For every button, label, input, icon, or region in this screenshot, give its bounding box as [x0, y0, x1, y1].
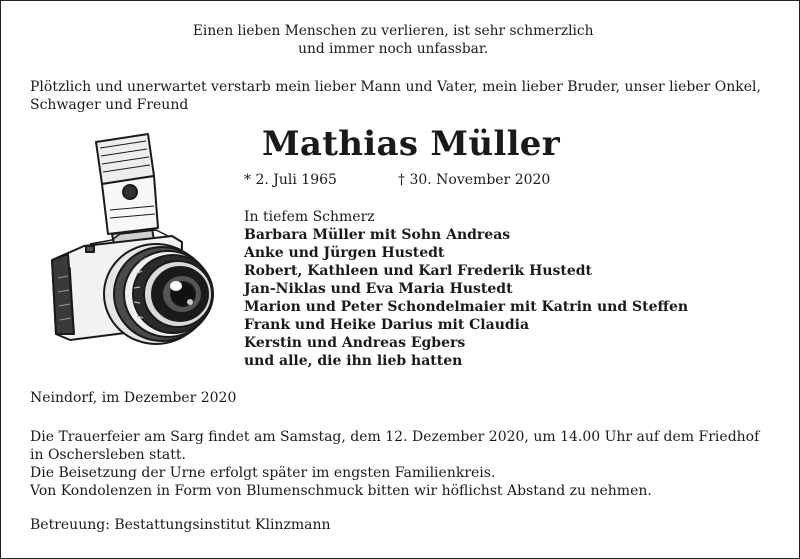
funeral-line-3: Die Beisetzung der Urne erfolgt später im engsten Familienkreis.: [30, 465, 496, 481]
quote-line-1: Einen lieben Menschen zu verlieren, ist sehr schmerzlich: [192, 23, 594, 39]
mourners-heading: In tiefem Schmerz: [244, 209, 375, 225]
intro-line-1: Plötzlich und unerwartet verstarb mein lieber Mann und Vater, mein lieber Bruder, unser lieber Onkel,: [30, 79, 761, 95]
mourner-line: Frank und Heike Darius mit Claudia: [244, 317, 530, 333]
mourner-line: und alle, die ihn lieb hatten: [244, 353, 463, 369]
mourner-line: Jan-Niklas und Eva Maria Hustedt: [244, 281, 513, 297]
undertaker: Betreuung: Bestattungsinstitut Klinzmann: [30, 517, 331, 533]
camera-icon: [30, 128, 238, 360]
place-date: Neindorf, im Dezember 2020: [30, 390, 237, 406]
intro-line-2: Schwager und Freund: [30, 97, 189, 113]
quote-line-2: und immer noch unfassbar.: [298, 41, 489, 57]
mourner-line: Kerstin und Andreas Egbers: [244, 335, 466, 351]
mourner-line: Robert, Kathleen und Karl Frederik Hustedt: [244, 263, 593, 279]
deceased-name: Mathias Müller: [262, 124, 560, 164]
mourner-line: Marion und Peter Schondelmaier mit Katrin und Steffen: [244, 299, 689, 315]
birth-date: * 2. Juli 1965: [244, 172, 337, 188]
funeral-line-1: Die Trauerfeier am Sarg findet am Samstag, dem 12. Dezember 2020, um 14.00 Uhr auf dem Friedhof: [30, 429, 760, 445]
mourner-line: Barbara Müller mit Sohn Andreas: [244, 227, 511, 243]
funeral-line-4: Von Kondolenzen in Form von Blumenschmuck bitten wir höflichst Abstand zu nehmen.: [30, 483, 652, 499]
mourner-line: Anke und Jürgen Hustedt: [244, 245, 445, 261]
funeral-line-2: in Oschersleben statt.: [30, 447, 186, 463]
death-date: † 30. November 2020: [398, 172, 551, 188]
